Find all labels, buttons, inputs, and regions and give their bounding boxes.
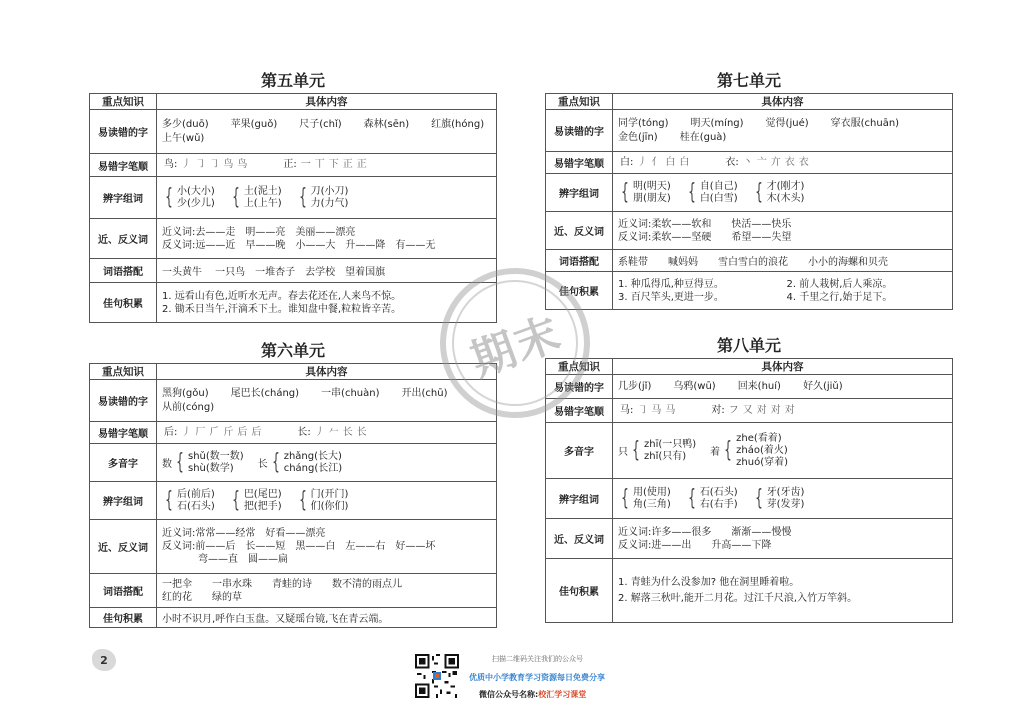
distinguish-group <box>229 186 282 210</box>
header-key: 重点知识 <box>90 94 157 110</box>
stroke-step: 丶 <box>742 156 753 168</box>
brace-glyph: { <box>621 179 629 205</box>
stroke-step: ㇆ <box>195 159 206 170</box>
polyphone-reading: zhe(看着) <box>736 432 782 444</box>
table-header-row <box>546 94 953 110</box>
misread-item: 一串(chuàn) <box>321 387 380 399</box>
footer-account <box>479 689 586 700</box>
antonyms-line: 反义词:前——后 长——短 黑——白 左——右 好——坏 <box>162 541 436 552</box>
sentence-cell <box>613 272 953 310</box>
stroke-step: 厂 <box>195 426 206 438</box>
collocation-cell: 系鞋带 喊妈妈 雪白雪白的浪花 小小的海螺和贝壳 <box>613 250 953 272</box>
distinguish-word: 把(把手) <box>243 500 282 512</box>
stroke-step: 丿 <box>181 426 192 438</box>
misread-item: 穿衣服(chuān) <box>830 117 900 129</box>
sentence-line: 1. 远看山有色,近听水无声。春去花还在,人来鸟不惊。 <box>162 290 402 302</box>
distinguish-word: 少(少儿) <box>177 197 215 209</box>
misread-item: 红旗(hóng) <box>431 118 485 130</box>
sentence-line: 3. 百尺竿头,更进一步。 <box>618 291 724 303</box>
distinguish-group <box>752 181 805 205</box>
distinguish-pair <box>700 487 738 511</box>
unit7-section <box>545 69 953 310</box>
synonym-cell <box>157 219 497 259</box>
stroke-char-label: 白: <box>620 156 634 168</box>
polyphone-group <box>162 451 244 475</box>
row-label: 易读错的字 <box>546 110 613 152</box>
row-label: 辨字组词 <box>90 177 157 219</box>
distinguish-word: 才(刚才) <box>766 180 805 192</box>
stroke-char-label: 鸟: <box>164 159 178 170</box>
distinguish-group <box>296 186 349 210</box>
header-key: 重点知识 <box>546 94 613 110</box>
unit6-section <box>89 339 497 628</box>
distinguish-group <box>229 489 282 513</box>
distinguish-cell <box>613 479 953 519</box>
misread-item: 苹果(guǒ) <box>230 118 278 130</box>
distinguish-word: 右(右手) <box>699 498 738 510</box>
stroke-step: 正 <box>342 159 353 170</box>
antonyms-line-2: 弯——直 圆——扁 <box>198 554 288 565</box>
misread-cell <box>157 110 497 154</box>
header-content: 具体内容 <box>157 94 497 110</box>
misread-item: 尾巴长(cháng) <box>230 387 300 399</box>
polyphone-char: 只 <box>618 447 628 458</box>
distinguish-pair <box>244 489 282 513</box>
distinguish-group <box>618 487 671 511</box>
polyphone-reading: cháng(长江) <box>283 462 343 474</box>
sentence-grid <box>618 278 947 304</box>
table-row <box>90 574 497 608</box>
table-header-row <box>90 94 497 110</box>
row-label: 辨字组词 <box>90 482 157 520</box>
polyphone-reading: zhuó(穿着) <box>736 456 789 468</box>
misread-item: 多少(duō) <box>162 118 209 130</box>
polyphone-reading: zhī(一只鸭) <box>644 438 697 450</box>
distinguish-group <box>685 181 738 205</box>
distinguish-groups <box>162 186 491 210</box>
antonyms-line: 反义词:远——近 早——晚 小——大 升——降 有——无 <box>162 239 436 251</box>
stroke-step: 鸟 <box>237 159 248 170</box>
collocation-cell: 一头黄牛 一只鸟 一堆杏子 去学校 望着国旗 <box>157 259 497 283</box>
misread-item: 黑狗(gǒu) <box>162 387 209 399</box>
misread-item: 觉得(jué) <box>765 117 809 129</box>
stroke-step: 斤 <box>223 426 234 438</box>
stroke-step: 马 <box>665 404 676 416</box>
distinguish-cell <box>157 482 497 520</box>
table-row <box>546 399 953 423</box>
row-label: 易错字笔顺 <box>90 154 157 177</box>
polyphone-reading: zhǐ(只有) <box>644 450 687 462</box>
row-label: 易读错的字 <box>90 110 157 154</box>
misread-item: 上午(wǔ) <box>162 132 205 144</box>
sentence-line: 2. 前人栽树,后人乘凉。 <box>786 278 893 290</box>
polyphone-reading: zháo(着火) <box>736 444 788 456</box>
sentence-line: 2. 解落三秋叶,能开二月花。过江千尺浪,入竹万竿斜。 <box>618 593 858 604</box>
distinguish-group <box>162 489 215 513</box>
table-row <box>546 212 953 250</box>
misread-item: 尺子(chǐ) <box>299 118 342 130</box>
watermark-text: 期末 <box>464 307 569 387</box>
polyphone-group <box>710 433 788 469</box>
synonyms-line: 近义词:去——走 明——亮 美丽——漂亮 <box>162 226 356 238</box>
distinguish-word: 力(力气) <box>310 197 349 209</box>
brace-glyph: { <box>298 487 307 513</box>
brace-glyph: { <box>165 487 173 513</box>
row-label: 佳句积累 <box>90 608 157 628</box>
misread-cell <box>613 375 953 399</box>
distinguish-word: 用(使用) <box>633 486 671 498</box>
unit7-title: 第七单元 <box>716 71 781 90</box>
distinguish-word: 牙(牙齿) <box>766 486 805 498</box>
stroke-step: 𠂉 <box>328 426 339 438</box>
table-row <box>90 283 497 323</box>
misread-item: 开出(chū) <box>401 387 448 399</box>
sentence-line: 2. 锄禾日当午,汗滴禾下土。谁知盘中餐,粒粒皆辛苦。 <box>162 303 402 315</box>
stroke-char-label: 后: <box>164 426 178 438</box>
polyphone-reading: zhǎng(长大) <box>283 450 342 462</box>
stroke-step: 衣 <box>798 156 809 168</box>
synonyms-line: 近义词:常常——经常 好看——漂亮 <box>162 528 326 539</box>
distinguish-pair <box>177 489 215 513</box>
header-key: 重点知识 <box>90 364 157 380</box>
distinguish-group <box>296 489 349 513</box>
footer-slogan: 优质中小学教育学习资源每日免费分享 <box>469 673 605 682</box>
distinguish-word: 角(三角) <box>633 498 671 510</box>
stroke-step: 正 <box>356 159 367 170</box>
footer-account-label: 微信公众号名称: <box>479 690 539 699</box>
stroke-order <box>162 426 491 440</box>
table-row <box>90 219 497 259</box>
row-label: 辨字组词 <box>546 479 613 519</box>
stroke-cell <box>157 422 497 444</box>
table-row <box>546 423 953 479</box>
unit7-table <box>545 93 953 310</box>
row-label: 近、反义词 <box>546 519 613 559</box>
footer-account-name: 校汇学习课堂 <box>538 690 587 699</box>
stroke-step: 丅 <box>314 159 325 170</box>
misread-list <box>162 118 491 146</box>
distinguish-group <box>685 487 738 511</box>
distinguish-groups <box>162 489 491 513</box>
distinguish-pair <box>633 181 671 205</box>
brace-glyph: { <box>231 184 240 210</box>
polyphone-readings <box>188 451 244 475</box>
poly-cell <box>157 444 497 482</box>
misread-item: 金色(jīn) <box>618 131 658 143</box>
sentence-line: 4. 千里之行,始于足下。 <box>786 291 893 303</box>
distinguish-group <box>618 181 671 205</box>
stroke-step: ㇆ <box>637 404 648 416</box>
synonym-cell <box>157 520 497 574</box>
antonyms-line: 反义词:柔软——坚硬 希望——失望 <box>618 231 792 243</box>
table-row <box>546 479 953 519</box>
brace-glyph: { <box>724 437 733 463</box>
row-label: 词语搭配 <box>546 250 613 272</box>
table-row <box>90 520 497 574</box>
stroke-step: 白 <box>679 156 690 168</box>
table-row <box>546 152 953 174</box>
distinguish-word: 后(前后) <box>177 488 215 500</box>
table-row <box>90 259 497 283</box>
header-content: 具体内容 <box>157 364 497 380</box>
unit5-table <box>89 93 497 323</box>
stroke-step: 亠 <box>756 156 767 168</box>
distinguish-group <box>752 487 805 511</box>
table-row <box>546 375 953 399</box>
distinguish-pair <box>700 181 738 205</box>
collocation-cell <box>157 574 497 608</box>
distinguish-word: 小(大小) <box>177 185 215 197</box>
collocation-line: 一把伞 一串水珠 青蛙的诗 数不清的雨点儿 <box>162 578 402 590</box>
distinguish-word: 朋(朋友) <box>633 192 671 204</box>
stroke-order <box>618 156 947 170</box>
polyphone-char: 数 <box>162 459 172 470</box>
table-row <box>90 482 497 520</box>
table-row <box>90 608 497 628</box>
row-label: 佳句积累 <box>546 272 613 310</box>
synonym-cell <box>613 212 953 250</box>
brace-glyph: { <box>754 179 763 205</box>
distinguish-groups <box>618 181 947 205</box>
misread-item: 好久(jiǔ) <box>802 380 843 392</box>
stroke-cell <box>157 154 497 177</box>
misread-cell <box>157 380 497 422</box>
stroke-order <box>618 404 947 418</box>
unit8-section <box>545 334 953 623</box>
brace-glyph: { <box>176 449 184 475</box>
page-number: 2 <box>92 649 116 671</box>
brace-glyph: { <box>165 184 173 210</box>
unit5-title: 第五单元 <box>260 71 325 90</box>
collocation-line: 红的花 绿的草 <box>162 591 242 603</box>
distinguish-word: 们(你们) <box>310 500 349 512</box>
stroke-step: 对 <box>770 404 781 416</box>
synonym-cell <box>613 519 953 559</box>
footer-scan-text: 扫描二维码关注我们的公众号 <box>492 655 583 663</box>
distinguish-cell <box>613 174 953 212</box>
stroke-step: 丿 <box>637 156 648 168</box>
distinguish-word: 上(上午) <box>243 197 282 209</box>
distinguish-word: 木(木头) <box>766 192 805 204</box>
table-row <box>546 559 953 623</box>
stroke-step: 后 <box>251 426 262 438</box>
misread-item: 森林(sēn) <box>363 118 410 130</box>
header-key: 重点知识 <box>546 359 613 375</box>
misread-item: 几步(jǐ) <box>618 380 652 392</box>
distinguish-group <box>162 186 215 210</box>
stroke-step: 马 <box>651 404 662 416</box>
table-row <box>546 272 953 310</box>
distinguish-word: 石(石头) <box>177 500 215 512</box>
stroke-step: 鸟 <box>223 159 234 170</box>
distinguish-word: 白(白雪) <box>699 192 738 204</box>
stroke-step: 白 <box>665 156 676 168</box>
distinguish-word: 自(自己) <box>699 180 738 192</box>
row-label: 辨字组词 <box>546 174 613 212</box>
distinguish-word: 芽(发芽) <box>766 498 805 510</box>
row-label: 易错字笔顺 <box>546 152 613 174</box>
stroke-step: 又 <box>742 404 753 416</box>
stroke-step: 亣 <box>770 156 781 168</box>
table-row <box>90 177 497 219</box>
polyphone-readings <box>736 433 788 469</box>
table-row <box>90 154 497 177</box>
distinguish-word: 土(泥土) <box>243 185 282 197</box>
stroke-step: 丿 <box>314 426 325 438</box>
distinguish-cell <box>157 177 497 219</box>
misread-item: 同学(tóng) <box>618 117 669 129</box>
stroke-step: 丿 <box>181 159 192 170</box>
misread-item: 乌鸦(wū) <box>673 380 716 392</box>
stroke-char-label: 衣: <box>725 156 739 168</box>
polyphone-readings <box>284 451 342 475</box>
unit5-section <box>89 69 497 323</box>
row-label: 词语搭配 <box>90 574 157 608</box>
sentence-line: 1. 种瓜得瓜,种豆得豆。 <box>618 278 724 290</box>
stroke-step: 一 <box>300 159 311 170</box>
stroke-step: 𠂆 <box>209 426 220 438</box>
table-header-row <box>90 364 497 380</box>
table-header-row <box>546 359 953 375</box>
qr-code-icon[interactable] <box>415 654 459 698</box>
distinguish-groups <box>618 487 947 511</box>
stroke-step: フ <box>728 404 739 416</box>
polyphone-reading: shǔ(数一数) <box>188 450 244 462</box>
header-content: 具体内容 <box>613 359 953 375</box>
antonyms-line: 反义词:进——出 升高——下降 <box>618 539 772 551</box>
stroke-cell <box>613 152 953 174</box>
table-row <box>546 110 953 152</box>
polyphone-char: 长 <box>257 459 268 470</box>
polyphone-groups <box>618 433 947 469</box>
stroke-char-label: 马: <box>620 404 634 416</box>
stroke-step: 长 <box>342 426 353 438</box>
distinguish-pair <box>177 186 215 210</box>
misread-list <box>162 387 491 415</box>
table-row <box>546 250 953 272</box>
brace-glyph: { <box>621 485 629 511</box>
row-label: 多音字 <box>546 423 613 479</box>
brace-glyph: { <box>687 179 696 205</box>
distinguish-pair <box>767 487 805 511</box>
table-row <box>90 380 497 422</box>
distinguish-pair <box>767 181 805 205</box>
row-label: 近、反义词 <box>90 219 157 259</box>
distinguish-pair <box>311 489 349 513</box>
sentence-cell: 小时不识月,呼作白玉盘。又疑瑶台镜,飞在青云端。 <box>157 608 497 628</box>
table-row <box>90 444 497 482</box>
stroke-step: 长 <box>356 426 367 438</box>
stroke-step: ㇆ <box>209 159 220 170</box>
brace-glyph: { <box>231 487 240 513</box>
polyphone-reading: shù(数学) <box>188 462 234 474</box>
row-label: 佳句积累 <box>546 559 613 623</box>
distinguish-pair <box>311 186 349 210</box>
stroke-step: 对 <box>784 404 795 416</box>
distinguish-word: 巴(尾巴) <box>243 488 282 500</box>
sentence-cell <box>157 283 497 323</box>
misread-list <box>618 117 947 145</box>
stroke-char-label: 正: <box>283 159 297 170</box>
polyphone-group <box>618 439 696 463</box>
unit6-table <box>89 363 497 628</box>
header-content: 具体内容 <box>613 94 953 110</box>
stroke-step: 后 <box>237 426 248 438</box>
stroke-char-label: 长: <box>297 426 311 438</box>
row-label: 多音字 <box>90 444 157 482</box>
stroke-step: 衣 <box>784 156 795 168</box>
polyphone-readings <box>644 439 696 463</box>
brace-glyph: { <box>687 485 696 511</box>
distinguish-word: 石(石头) <box>699 486 738 498</box>
polyphone-group <box>258 451 342 475</box>
stroke-order <box>162 158 491 172</box>
brace-glyph: { <box>271 449 280 475</box>
unit8-table <box>545 358 953 623</box>
brace-glyph: { <box>754 485 763 511</box>
brace-glyph: { <box>298 184 307 210</box>
sentence-cell <box>613 559 953 623</box>
stroke-step: 下 <box>328 159 339 170</box>
misread-item: 明天(míng) <box>690 117 744 129</box>
row-label: 近、反义词 <box>90 520 157 574</box>
polyphone-groups <box>162 451 491 475</box>
synonyms-line: 近义词:柔软——软和 快活——快乐 <box>618 218 792 230</box>
sentence-line: 1. 青蛙为什么没参加? 他在洞里睡着啦。 <box>618 577 800 588</box>
unit6-title: 第六单元 <box>260 341 325 360</box>
row-label: 词语搭配 <box>90 259 157 283</box>
row-label: 佳句积累 <box>90 283 157 323</box>
misread-item: 桂在(guà) <box>679 131 727 143</box>
synonyms-line: 近义词:许多——很多 渐渐——慢慢 <box>618 526 792 538</box>
brace-glyph: { <box>632 437 640 463</box>
stroke-cell <box>613 399 953 423</box>
row-label: 易读错的字 <box>90 380 157 422</box>
row-label: 易读错的字 <box>546 375 613 399</box>
distinguish-pair <box>633 487 671 511</box>
distinguish-word: 明(明天) <box>633 180 671 192</box>
table-row <box>90 110 497 154</box>
stroke-step: 亻 <box>651 156 662 168</box>
distinguish-word: 刀(小刀) <box>310 185 349 197</box>
unit8-title: 第八单元 <box>716 336 781 355</box>
stroke-step: 对 <box>756 404 767 416</box>
row-label: 易错字笔顺 <box>546 399 613 423</box>
poly-cell <box>613 423 953 479</box>
misread-cell <box>613 110 953 152</box>
table-row <box>546 519 953 559</box>
misread-item: 从前(cóng) <box>162 401 215 413</box>
misread-list <box>618 380 947 394</box>
misread-item: 回来(huí) <box>737 380 781 392</box>
table-row <box>546 174 953 212</box>
distinguish-word: 门(开门) <box>310 488 349 500</box>
stroke-char-label: 对: <box>711 404 725 416</box>
row-label: 易错字笔顺 <box>90 422 157 444</box>
table-row <box>90 422 497 444</box>
distinguish-pair <box>244 186 282 210</box>
polyphone-char: 着 <box>710 447 721 458</box>
row-label: 近、反义词 <box>546 212 613 250</box>
